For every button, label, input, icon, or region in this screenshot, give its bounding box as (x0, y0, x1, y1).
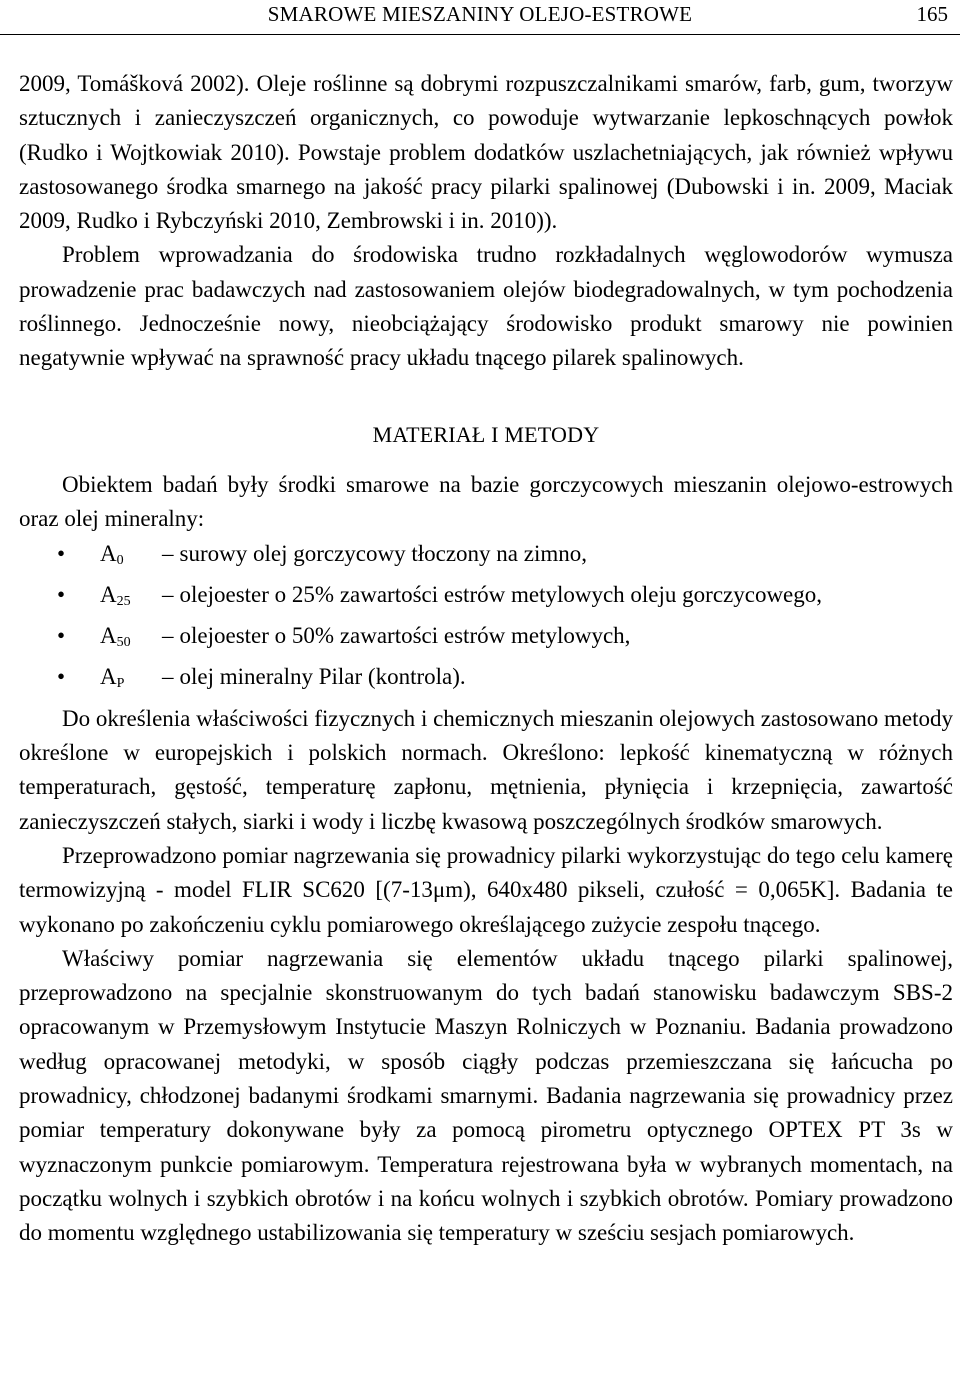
paragraph-intro: 2009, Tomášková 2002). Oleje roślinne są dobrymi rozpuszczalnikami smarów, farb, gum, tworzyw sztucznych i zanieczyszczeń organicznych, co powoduje wytwarzanie lepkoschnących powłok (Rudko i Wojtkowiak 2010). Powstaje problem dodatków uszlachetniających, jak również wpływu zastosowanego środka smarnego na jakość pracy pilarki spalinowej (Dubowski i in. 2009, Maciak 2009, Rudko i Rybczyński 2010, Zembrowski i in. 2010)). (19, 71, 953, 234)
dash: – (162, 623, 174, 649)
list-item (19, 537, 953, 578)
material-symbol: $A_P$ (100, 664, 125, 692)
material-symbol: $A_{50}$ (100, 623, 131, 651)
page-header (0, 0, 960, 40)
page-number: 165 (916, 2, 948, 26)
dash: – (162, 581, 174, 607)
material-symbol: $A_0$ (100, 540, 124, 568)
material-description: olej mineralny Pilar (kontrola). (179, 664, 466, 690)
list-item (19, 578, 953, 619)
list-item (19, 660, 953, 701)
paragraph-methods: Do określenia właściwości fizycznych i chemicznych mieszanin olejowych zastosowano metody określone w europejskich i polskich normach. Określono: lepkość kinematyczną w różnych temperaturach, gęstość, temperaturę zapłonu, mętnienia, płynięcia i krzepnięcia, zawartość zanieczyszczeń stałych, siarki i wody i liczbę kwasową poszczególnych środków smarowych. (19, 705, 953, 834)
list-item (19, 619, 953, 660)
bullet-icon: • (57, 664, 66, 690)
header-rule (0, 34, 960, 35)
paragraph-problem: Problem wprowadzania do środowiska trudno rozkładalnych węglowodorów wymusza prowadzenie prac badawczych nad zastosowaniem olejów biodegradowalnych, w tym pochodzenia roślinnego. Jednocześnie nowy, nieobciążający środowisko produkt smarowy nie powinien negatywnie wpływać na sprawność pracy układu tnącego pilarek spalinowych. (19, 242, 953, 371)
material-description: olejoester o 50% zawartości estrów metylowych, (179, 623, 631, 649)
bullet-icon: • (57, 623, 66, 649)
bullet-icon: • (57, 540, 66, 566)
dash: – (162, 664, 174, 690)
section-heading: MATERIAŁ I METODY (372, 421, 600, 447)
material-description: surowy olej gorczycowy tłoczony na zimno, (179, 540, 587, 566)
paragraph-objects: Obiektem badań były środki smarowe na bazie gorczycowych mieszanin olejowo-estrowych oraz olej mineralny: (19, 471, 953, 532)
material-description: olejoester o 25% zawartości estrów metylowych oleju gorczycowego, (179, 581, 823, 607)
paragraph-measurement: Właściwy pomiar nagrzewania się elementów układu tnącego pilarki spalinowej, przeprowadzono na specjalnie skonstruowanym do tych badań stanowisku badawczym SBS-2 opracowanym w Przemysłowym Instytucie Maszyn Rolniczych w Poznaniu. Badania prowadzono według opracowanej metodyki, w sposób ciągły podczas przemieszczana się łańcucha po prowadnicy, chłodzonej badanymi środkami smarnymi. Badania nagrzewania się prowadnicy przez pomiar temperatury dokonywane były za pomocą pirometru optycznego OPTEX PT 3s w wyznaczonym punkcie pomiarowym. Temperatura rejestrowana była w wybranych momentach, na początku wolnych i szybkich obrotów i na końcu wolnych i szybkich obrotów. Pomiary prowadzono do momentu względnego ustabilizowania się temperatury w sześciu sesjach pomiarowych. (19, 945, 953, 1246)
material-symbol: $A_{25}$ (100, 581, 131, 609)
paragraph-thermal-camera: Przeprowadzono pomiar nagrzewania się prowadnicy pilarki wykorzystując do tego celu kamerę termowizyjną - model FLIR SC620 [(7-13μm), 640x480 pikseli, czułość = 0,065K]. Badania te wykonano po zakończeniu cyklu pomiarowego określającego zużycie zespołu tnącego. (19, 842, 953, 937)
bullet-icon: • (57, 581, 66, 607)
materials-list (19, 537, 953, 702)
body-text (19, 67, 953, 1251)
running-title: SMAROWE MIESZANINY OLEJO-ESTROWE (267, 2, 693, 26)
dash: – (162, 540, 174, 566)
